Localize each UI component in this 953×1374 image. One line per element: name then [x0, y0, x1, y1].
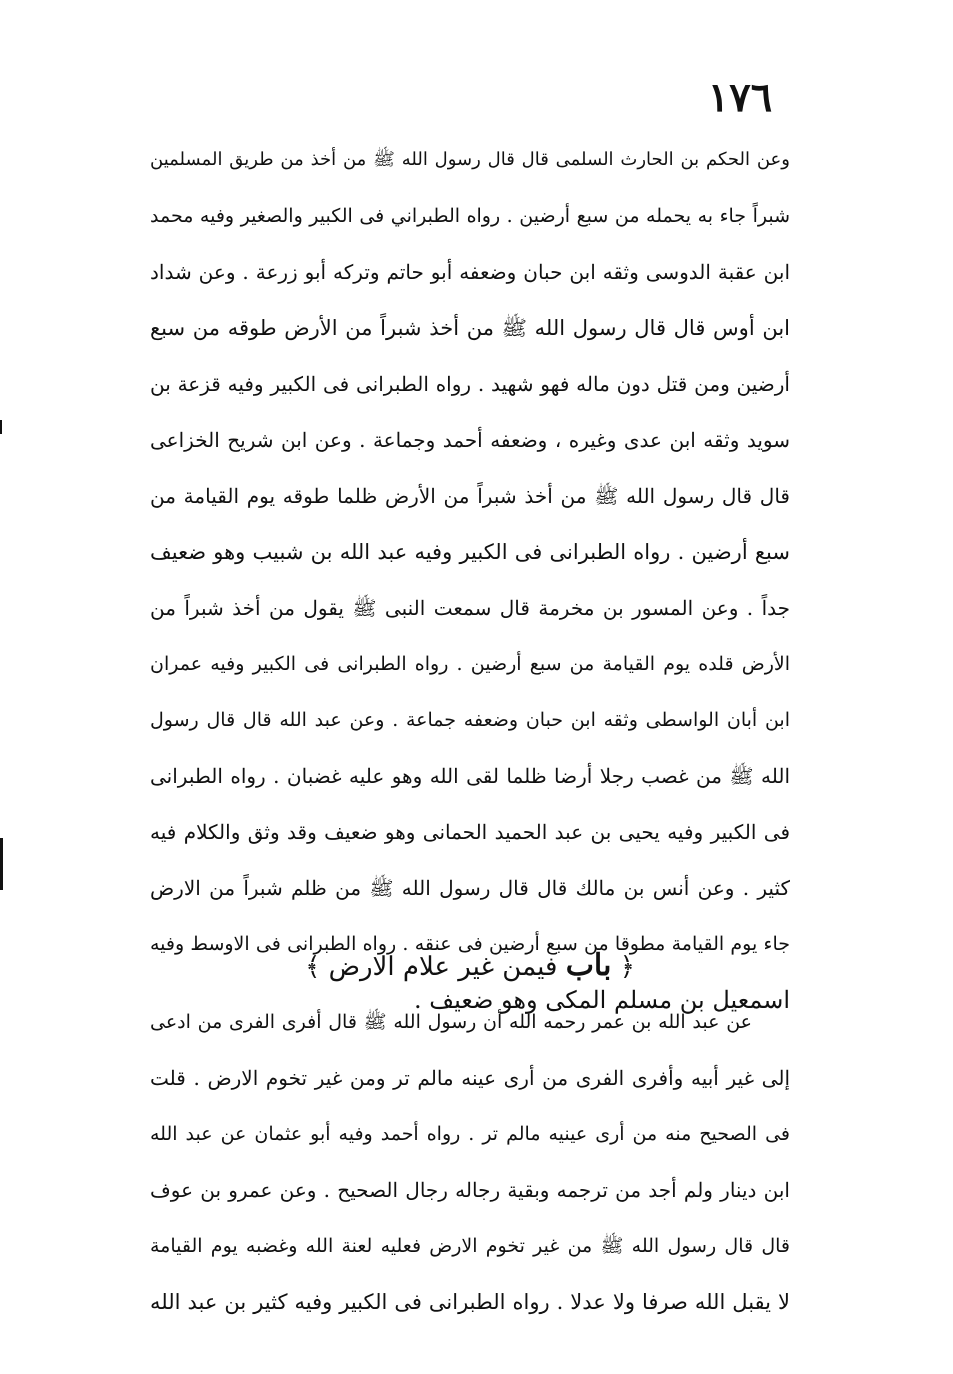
text-line: إلى غير أبيه وأفرى الفرى من أرى عينه مالم تر ومن غير تخوم الارض . قلت: [150, 1066, 790, 1090]
text-line: جداً . وعن المسور بن مخرمة قال سمعت النبى ﷺ يقول من أخذ شبراً من: [150, 596, 790, 620]
text-line: فى الكبير وفيه يحيى بن عبد الحميد الحمانى وهو ضعيف وقد وثق والكلام فيه: [150, 820, 790, 844]
text-line: الله ﷺ من غصب رجلا أرضا ظلما لقى الله وهو عليه غضبان . رواه الطبرانى: [150, 764, 790, 788]
text-line: فى الصحيح منه من أرى عينيه مالم تر . رواه أحمد وفيه أبو عثمان عن عبد الله: [150, 1123, 790, 1145]
text-line: أرضين ومن قتل دون ماله فهو شهيد . رواه الطبرانى فى الكبير وفيه قزعة بن: [150, 372, 790, 396]
text-line: سبع أرضين . رواه الطبرانى فى الكبير وفيه عبد الله بن شبيب وهو ضعيف: [150, 540, 790, 564]
page-number: ١٧٦: [707, 74, 773, 121]
heading-open-bracket: ﴿: [619, 952, 635, 982]
text-line: كثير . وعن أنس بن مالك قال قال رسول الله ﷺ من ظلم شبراً من الارض: [150, 876, 790, 900]
text-line: سويد وثقه ابن عدى وغيره ، وضعفه أحمد وجماعة . وعن ابن شريح الخزاعى: [150, 428, 790, 452]
text-line: لا يقبل الله صرفا ولا عدلا . رواه الطبرانى فى الكبير وفيه كثير بن عبد الله: [150, 1290, 790, 1314]
text-line: ابن أبان الواسطى وثقه ابن حبان وضعفه جماعة . وعن عبد الله قال قال رسول: [150, 709, 790, 731]
text-line: وعن الحكم بن الحارث السلمى قال قال رسول الله ﷺ من أخذ من طريق المسلمين: [150, 149, 790, 170]
text-line: ابن عقبة الدوسى وثقه ابن حبان وضعفه أبو حاتم وتركه أبو زرعة . وعن شداد: [150, 260, 790, 284]
section-heading: [150, 938, 790, 994]
paragraph-1: [150, 132, 790, 1028]
heading-bab: باب: [565, 948, 612, 983]
text-line: قال قال رسول الله ﷺ من غير تخوم الارض فعليه لعنة الله وغضبه يوم القيامة: [150, 1235, 790, 1257]
text-line: ابن أوس قال قال رسول الله ﷺ من أخذ شبراً من الأرض طوقه من سبع: [150, 316, 790, 340]
scan-edge-mark: [0, 420, 2, 434]
text-line: ابن دينار ولم أجد من ترجمه وبقية رجاله رجال الصحيح . وعن عمرو بن عوف: [150, 1178, 790, 1202]
text-line: شبراً جاء به يحمله من سبع أرضين . رواه الطبراني فى الكبير والصغير وفيه محمد: [150, 205, 790, 227]
text-line: قال قال رسول الله ﷺ من أخذ شبراً من الأرض ظلما طوقه يوم القيامة من: [150, 484, 790, 508]
heading-title: فيمن غير علام الارض: [328, 952, 558, 982]
text-line: عن عبد الله بن عمر رحمه الله أن رسول الله ﷺ قال أفرى الفرى من ادعى: [150, 1011, 752, 1033]
heading-close-bracket: ﴾: [305, 952, 321, 982]
text-line: اسمعيل بن مسلم المكى وهو ضعيف .: [414, 986, 790, 1014]
scan-edge-mark: [0, 838, 3, 890]
paragraph-2: [150, 994, 790, 1330]
text-line: جاء يوم القيامة مطوقا من سبع أرضين فى عنقه . رواه الطبرانى فى الاوسط وفيه: [150, 933, 790, 955]
text-line: الأرض قلده يوم القيامة من سبع أرضين . رواه الطبرانى فى الكبير وفيه عمران: [150, 653, 790, 675]
